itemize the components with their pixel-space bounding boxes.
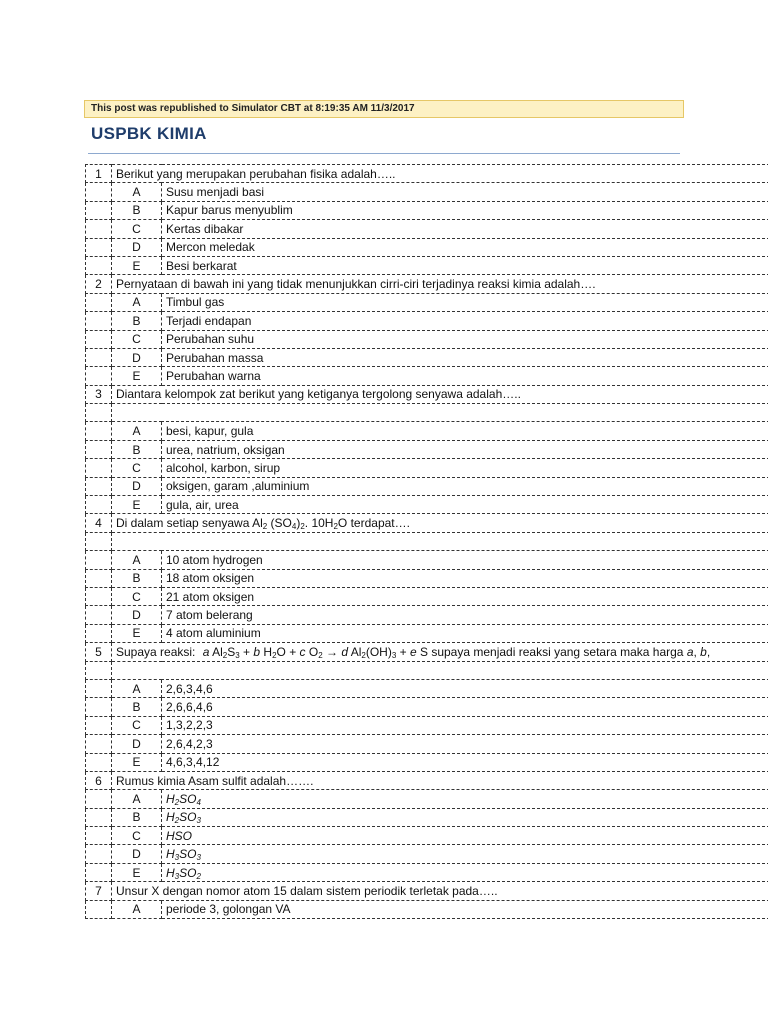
formula-subscript: 4 (196, 797, 201, 807)
plus-sign: + (285, 644, 300, 659)
coefficient: b (700, 644, 707, 659)
coefficient: d (341, 644, 349, 659)
formula-subscript: 2 (174, 797, 180, 807)
formula-part: Al (209, 644, 223, 659)
question-text-suffix: terdapat…. (347, 516, 410, 531)
option-row (86, 367, 768, 385)
option-text: periode 3, golongan VA (162, 900, 768, 918)
option-spacer (86, 679, 112, 697)
option-row (86, 569, 768, 587)
option-row (86, 606, 768, 624)
separator: , (693, 644, 701, 659)
option-spacer (86, 716, 112, 734)
option-text: 2,6,3,4,6 (162, 679, 768, 697)
formula-subscript: 2 (272, 650, 277, 660)
option-row (86, 808, 768, 826)
option-letter: E (112, 863, 162, 881)
option-row (86, 477, 768, 495)
option-spacer (86, 735, 112, 753)
question-number: 6 (86, 771, 112, 789)
option-formula (162, 790, 768, 808)
question-table (85, 164, 768, 919)
option-letter: A (112, 183, 162, 201)
option-spacer (86, 330, 112, 348)
option-letter: B (112, 698, 162, 716)
formula-subscript: 3 (196, 816, 201, 826)
reaction-equation (203, 645, 428, 659)
option-spacer (86, 569, 112, 587)
formula-part: SO (179, 810, 197, 825)
option-letter: B (112, 201, 162, 219)
arrow-sign: → (322, 644, 342, 659)
option-spacer (86, 863, 112, 881)
blank-cell (112, 532, 768, 550)
option-letter: A (112, 293, 162, 311)
option-row (86, 900, 768, 918)
option-spacer (86, 238, 112, 256)
question-row (86, 385, 768, 403)
formula-subscript: 4 (291, 522, 297, 532)
option-row (86, 753, 768, 771)
option-row (86, 624, 768, 642)
option-text: Kapur barus menyublim (162, 201, 768, 219)
option-text: oksigen, garam ,aluminium (162, 477, 768, 495)
formula-subscript: 2 (300, 522, 305, 532)
formula-subscript: 3 (235, 650, 240, 660)
option-text: Susu menjadi basi (162, 183, 768, 201)
question-text: Rumus kimia Asam sulfit adalah……. (112, 771, 768, 789)
option-spacer (86, 624, 112, 642)
option-text: Perubahan warna (162, 367, 768, 385)
question-text (112, 514, 768, 532)
option-spacer (86, 201, 112, 219)
option-letter: C (112, 716, 162, 734)
formula-part: ) (296, 516, 301, 531)
option-row (86, 201, 768, 219)
question-number: 3 (86, 385, 112, 403)
formula-subscript: 3 (174, 853, 180, 863)
formula-part: SO (179, 791, 197, 806)
option-row (86, 330, 768, 348)
option-text: besi, kapur, gula (162, 422, 768, 440)
question-text: Unsur X dengan nomor atom 15 dalam sistem periodik terletak pada….. (112, 882, 768, 900)
option-row (86, 293, 768, 311)
option-row (86, 551, 768, 569)
question-text-prefix: Di dalam setiap senyawa (116, 516, 253, 531)
option-spacer (86, 312, 112, 330)
question-row (86, 771, 768, 789)
formula-part: H (166, 847, 175, 862)
option-formula (162, 845, 768, 863)
formula-subscript: 2 (361, 650, 366, 660)
option-text: alcohol, karbon, sirup (162, 459, 768, 477)
blank-row (86, 532, 768, 550)
formula-part: O (305, 644, 319, 659)
formula-subscript: 2 (333, 522, 338, 532)
coefficient: c (299, 644, 306, 659)
formula-part: (OH) (365, 644, 392, 659)
option-text: Perubahan massa (162, 348, 768, 366)
option-letter: B (112, 569, 162, 587)
option-row (86, 422, 768, 440)
formula-subscript: 2 (174, 816, 180, 826)
option-spacer (86, 440, 112, 458)
formula-part: SO (179, 865, 197, 880)
question-row (86, 514, 768, 532)
formula-part: . 10H (304, 516, 334, 531)
question-row (86, 882, 768, 900)
option-letter: D (112, 477, 162, 495)
formula-subscript: 3 (174, 871, 180, 881)
question-text (112, 643, 768, 661)
option-text: gula, air, urea (162, 496, 768, 514)
option-letter: E (112, 256, 162, 274)
option-row (86, 863, 768, 881)
option-row (86, 459, 768, 477)
option-spacer (86, 698, 112, 716)
option-spacer (86, 477, 112, 495)
formula-part: O (276, 644, 286, 659)
republish-banner: This post was republished to Simulator CBT at 8:19:35 AM 11/3/2017 (84, 100, 684, 118)
option-row (86, 587, 768, 605)
question-number: 1 (86, 165, 112, 183)
title-underline (88, 153, 680, 154)
option-letter: D (112, 845, 162, 863)
option-text: Perubahan suhu (162, 330, 768, 348)
option-spacer (86, 256, 112, 274)
option-text: Mercon meledak (162, 238, 768, 256)
question-number: 4 (86, 514, 112, 532)
option-letter: E (112, 753, 162, 771)
option-letter: D (112, 238, 162, 256)
option-letter: A (112, 422, 162, 440)
option-spacer (86, 496, 112, 514)
plus-sign: + (239, 644, 254, 659)
question-text: Pernyataan di bawah ini yang tidak menunjukkan cirri-ciri terjadinya reaksi kimia adalah…. (112, 275, 768, 293)
option-row (86, 845, 768, 863)
formula-part: S (227, 644, 236, 659)
option-text: 7 atom belerang (162, 606, 768, 624)
option-letter: A (112, 900, 162, 918)
option-row (86, 679, 768, 697)
question-text-suffix: supaya menjadi reaksi yang setara maka harga (428, 644, 687, 659)
option-spacer (86, 551, 112, 569)
option-text: Timbul gas (162, 293, 768, 311)
option-spacer (86, 293, 112, 311)
option-letter: C (112, 587, 162, 605)
option-text: 18 atom oksigen (162, 569, 768, 587)
option-spacer (86, 220, 112, 238)
option-letter: C (112, 220, 162, 238)
formula-part: H (166, 865, 175, 880)
coefficient: a (686, 644, 694, 659)
option-letter: C (112, 459, 162, 477)
option-letter: A (112, 551, 162, 569)
formula-subscript: 2 (262, 522, 268, 532)
coefficient: a (202, 644, 210, 659)
question-row (86, 275, 768, 293)
option-letter: D (112, 735, 162, 753)
plus-sign: + (396, 644, 410, 659)
question-row (86, 643, 768, 661)
formula-subscript: 3 (391, 650, 397, 660)
question-number: 2 (86, 275, 112, 293)
option-text: 4,6,3,4,12 (162, 753, 768, 771)
question-row (86, 165, 768, 183)
option-row (86, 183, 768, 201)
option-text: 10 atom hydrogen (162, 551, 768, 569)
option-letter: C (112, 827, 162, 845)
option-letter: A (112, 790, 162, 808)
option-text: 4 atom aluminium (162, 624, 768, 642)
option-letter: D (112, 348, 162, 366)
option-spacer (86, 367, 112, 385)
formula-part: O (337, 516, 348, 531)
option-text: 2,6,4,2,3 (162, 735, 768, 753)
question-number: 5 (86, 643, 112, 661)
formula-part: H (166, 791, 175, 806)
blank-cell (86, 661, 112, 679)
formula-subscript: 2 (222, 650, 228, 660)
option-letter: B (112, 808, 162, 826)
option-spacer (86, 587, 112, 605)
option-spacer (86, 827, 112, 845)
option-formula (162, 863, 768, 881)
blank-cell (86, 532, 112, 550)
option-spacer (86, 422, 112, 440)
option-spacer (86, 790, 112, 808)
blank-cell (112, 404, 768, 422)
coefficient: e (409, 644, 417, 659)
option-text: urea, natrium, oksigan (162, 440, 768, 458)
option-spacer (86, 900, 112, 918)
formula-part: H (260, 644, 273, 659)
formula-part: H (166, 810, 175, 825)
option-text: Terjadi endapan (162, 312, 768, 330)
option-letter: B (112, 312, 162, 330)
option-spacer (86, 183, 112, 201)
formula-subscript: 3 (196, 853, 201, 863)
option-text: Kertas dibakar (162, 220, 768, 238)
option-row (86, 220, 768, 238)
formula-part: Al (252, 516, 263, 531)
option-letter: E (112, 624, 162, 642)
formula-subscript: 2 (318, 650, 323, 660)
option-letter: E (112, 367, 162, 385)
option-letter: A (112, 679, 162, 697)
separator: , (706, 644, 711, 659)
option-spacer (86, 845, 112, 863)
option-row (86, 496, 768, 514)
option-text: 1,3,2,2,3 (162, 716, 768, 734)
question-text: Berikut yang merupakan perubahan fisika adalah….. (112, 165, 768, 183)
option-text: Besi berkarat (162, 256, 768, 274)
option-spacer (86, 808, 112, 826)
option-formula (162, 827, 768, 845)
option-row (86, 256, 768, 274)
question-text-prefix: Supaya reaksi: (116, 644, 196, 659)
option-spacer (86, 459, 112, 477)
option-text: 2,6,6,4,6 (162, 698, 768, 716)
blank-cell (86, 404, 112, 422)
blank-row (86, 404, 768, 422)
option-letter: E (112, 496, 162, 514)
coefficient: b (253, 644, 261, 659)
option-letter: D (112, 606, 162, 624)
option-formula (162, 808, 768, 826)
option-row (86, 312, 768, 330)
option-letter: C (112, 330, 162, 348)
formula-part: S (416, 644, 428, 659)
option-row (86, 790, 768, 808)
formula-part: SO (179, 847, 197, 862)
option-row (86, 827, 768, 845)
formula-part: Al (348, 644, 362, 659)
option-text: 21 atom oksigen (162, 587, 768, 605)
option-row (86, 348, 768, 366)
option-row (86, 698, 768, 716)
option-row (86, 735, 768, 753)
formula-part: (SO (267, 516, 292, 531)
option-row (86, 238, 768, 256)
formula-subscript: 2 (196, 871, 201, 881)
page-title: USPBK KIMIA (91, 124, 207, 143)
option-row (86, 440, 768, 458)
blank-cell (112, 661, 768, 679)
option-row (86, 716, 768, 734)
option-spacer (86, 753, 112, 771)
question-number: 7 (86, 882, 112, 900)
formula-part: HSO (166, 828, 193, 843)
option-spacer (86, 606, 112, 624)
question-text: Diantara kelompok zat berikut yang ketiganya tergolong senyawa adalah….. (112, 385, 768, 403)
option-letter: B (112, 440, 162, 458)
blank-row (86, 661, 768, 679)
option-spacer (86, 348, 112, 366)
